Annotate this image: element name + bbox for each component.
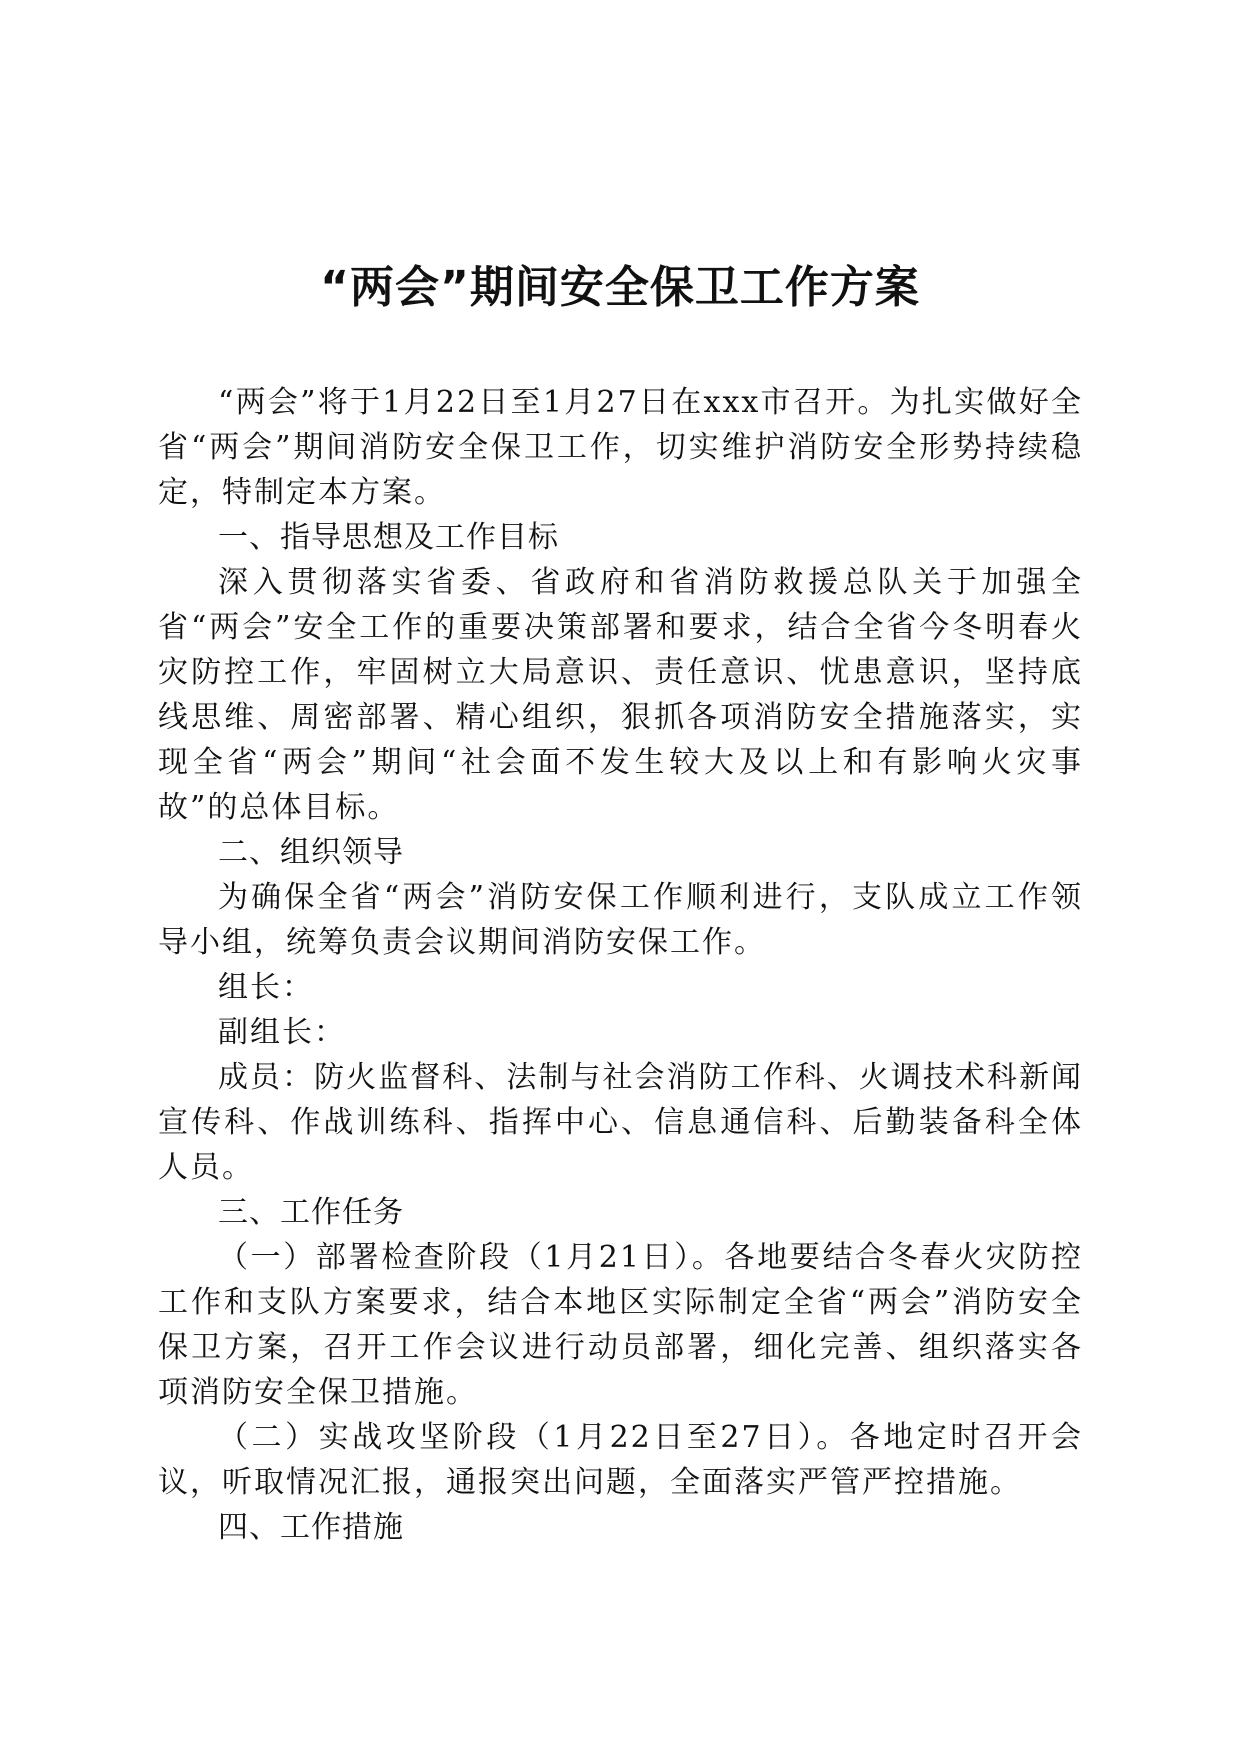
team-leader-line: 组长： [218,970,314,1005]
section-heading-organization: 二、组织领导 [218,835,404,870]
section-heading-tasks: 三、工作任务 [218,1195,404,1230]
organization-paragraph: 为确保全省“两会”消防安保工作顺利进行，支队成立工作领导小组，统筹负责会议期间消防安保工作。 [158,880,1083,960]
deputy-leader-line: 副组长： [218,1015,346,1050]
section-heading-guiding-ideas: 一、指导思想及工作目标 [218,520,559,555]
section-heading-measures: 四、工作措施 [218,1510,404,1545]
task-stage-one-paragraph: （一）部署检查阶段（1月21日）。各地要结合冬春火灾防控工作和支队方案要求，结合本地区实际制定全省“两会”消防安全保卫方案，召开工作会议进行动员部署，细化完善、组织落实各项消防安全保卫措施。 [158,1240,1083,1410]
task-stage-two-paragraph: （二）实战攻坚阶段（1月22日至27日）。各地定时召开会议，听取情况汇报，通报突出问题，全面落实严管严控措施。 [158,1420,1083,1500]
members-paragraph: 成员：防火监督科、法制与社会消防工作科、火调技术科新闻宣传科、作战训练科、指挥中心、信息通信科、后勤装备科全体人员。 [158,1060,1083,1185]
guiding-ideas-paragraph: 深入贯彻落实省委、省政府和省消防救援总队关于加强全省“两会”安全工作的重要决策部署和要求，结合全省今冬明春火灾防控工作，牢固树立大局意识、责任意识、忧患意识，坚持底线思维、周密部署、精心组织，狠抓各项消防安全措施落实，实现全省“两会”期间“社会面不发生较大及以上和有影响火灾事故”的总体目标。 [158,565,1083,825]
intro-paragraph: “两会”将于1月22日至1月27日在xxx市召开。为扎实做好全省“两会”期间消防安全保卫工作，切实维护消防安全形势持续稳定，特制定本方案。 [158,385,1083,510]
document-title: “两会”期间安全保卫工作方案 [320,262,920,313]
document-body [158,380,1083,1550]
